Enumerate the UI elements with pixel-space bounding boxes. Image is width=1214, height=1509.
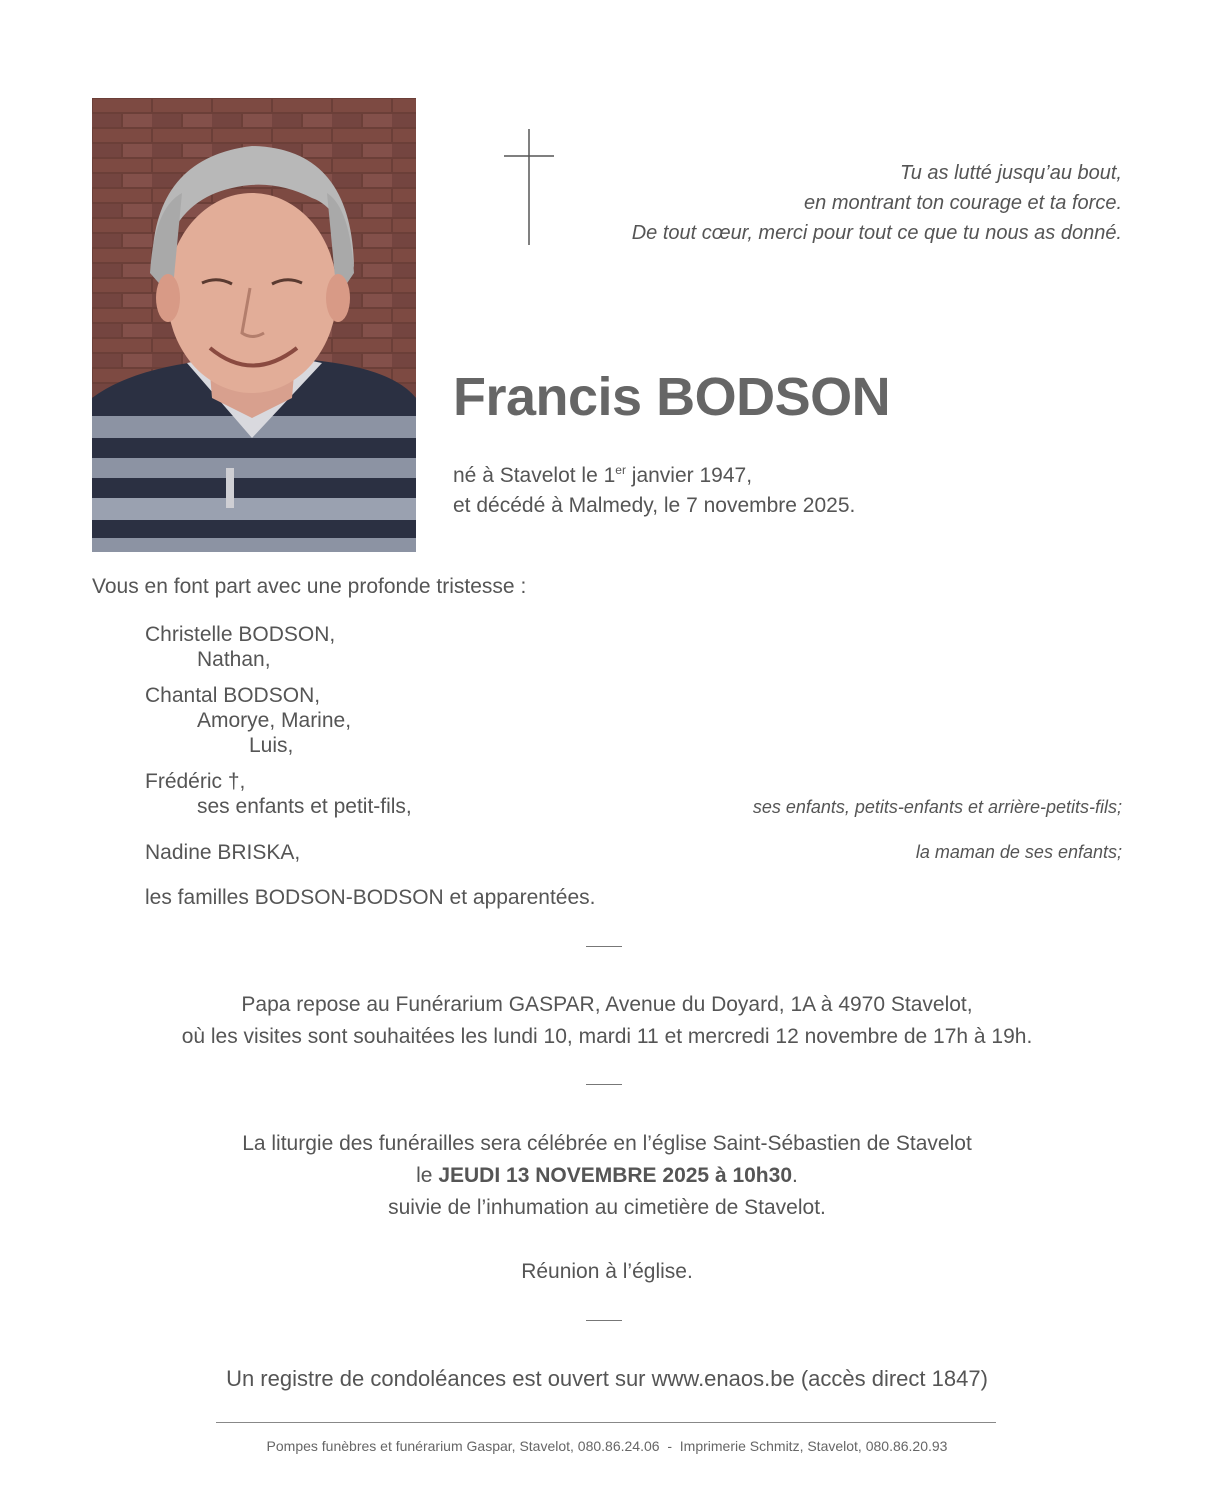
deceased-name: Francis BODSON — [453, 367, 891, 427]
memorial-quote — [632, 158, 1122, 248]
relationship-note: ses enfants, petits-enfants et arrière-petits-fils; — [752, 797, 1122, 817]
funeral-line: La liturgie des funérailles sera célébrée en l’église Saint-Sébastien de Stavelot — [242, 1132, 972, 1155]
visitation-info — [0, 989, 1214, 1053]
separator — [586, 946, 622, 947]
meeting-line: Réunion à l’église. — [521, 1260, 693, 1283]
family-member: Nathan, — [197, 648, 271, 671]
funeral-date-line: le JEUDI 13 NOVEMBRE 2025 à 10h30. — [416, 1164, 798, 1187]
funeral-line: suivie de l’inhumation au cimetière de Stavelot. — [388, 1196, 826, 1219]
relationship-note: la maman de ses enfants; — [915, 842, 1122, 862]
footer-rule — [216, 1422, 996, 1423]
family-member: Frédéric †, — [145, 770, 246, 793]
family-member: Christelle BODSON, — [145, 623, 336, 646]
family-member: ses enfants et petit-fils, — [197, 795, 412, 818]
visitation-line: où les visites sont souhaitées les lundi 10, mardi 11 et mercredi 12 novembre de 17h à 19h. — [181, 1025, 1033, 1048]
visitation-line: Papa repose au Funérarium GASPAR, Avenue du Doyard, 1A à 4970 Stavelot, — [241, 993, 973, 1016]
portrait-photo — [92, 98, 416, 552]
family-member: Luis, — [249, 734, 294, 757]
family-member: Chantal BODSON, — [145, 684, 321, 707]
quote-line: en montrant ton courage et ta force. — [804, 192, 1122, 214]
death-line: et décédé à Malmedy, le 7 novembre 2025. — [453, 494, 856, 517]
announcement-intro: Vous en font part avec une profonde tristesse : — [92, 575, 527, 598]
funeral-date: JEUDI 13 NOVEMBRE 2025 à 10h30 — [438, 1164, 792, 1187]
condolences-register: Un registre de condoléances est ouvert sur www.enaos.be (accès direct 1847) — [226, 1366, 988, 1391]
family-member: Nadine BRISKA, — [145, 841, 301, 864]
cross-icon — [503, 128, 555, 246]
footer-credits: Pompes funèbres et funérarium Gaspar, Stavelot, 080.86.24.06 - Imprimerie Schmitz, Stavelot, 080.86.20.93 — [266, 1438, 948, 1454]
family-member: Amorye, Marine, — [197, 709, 352, 732]
separator — [586, 1084, 622, 1085]
separator — [586, 1320, 622, 1321]
birth-death-dates — [453, 455, 855, 521]
family-member: les familles BODSON-BODSON et apparentées. — [145, 886, 596, 909]
birth-line: né à Stavelot le 1er janvier 1947, — [453, 463, 753, 487]
quote-line: Tu as lutté jusqu’au bout, — [900, 162, 1122, 184]
funeral-info — [0, 1128, 1214, 1288]
quote-line: De tout cœur, merci pour tout ce que tu nous as donné. — [631, 222, 1122, 244]
